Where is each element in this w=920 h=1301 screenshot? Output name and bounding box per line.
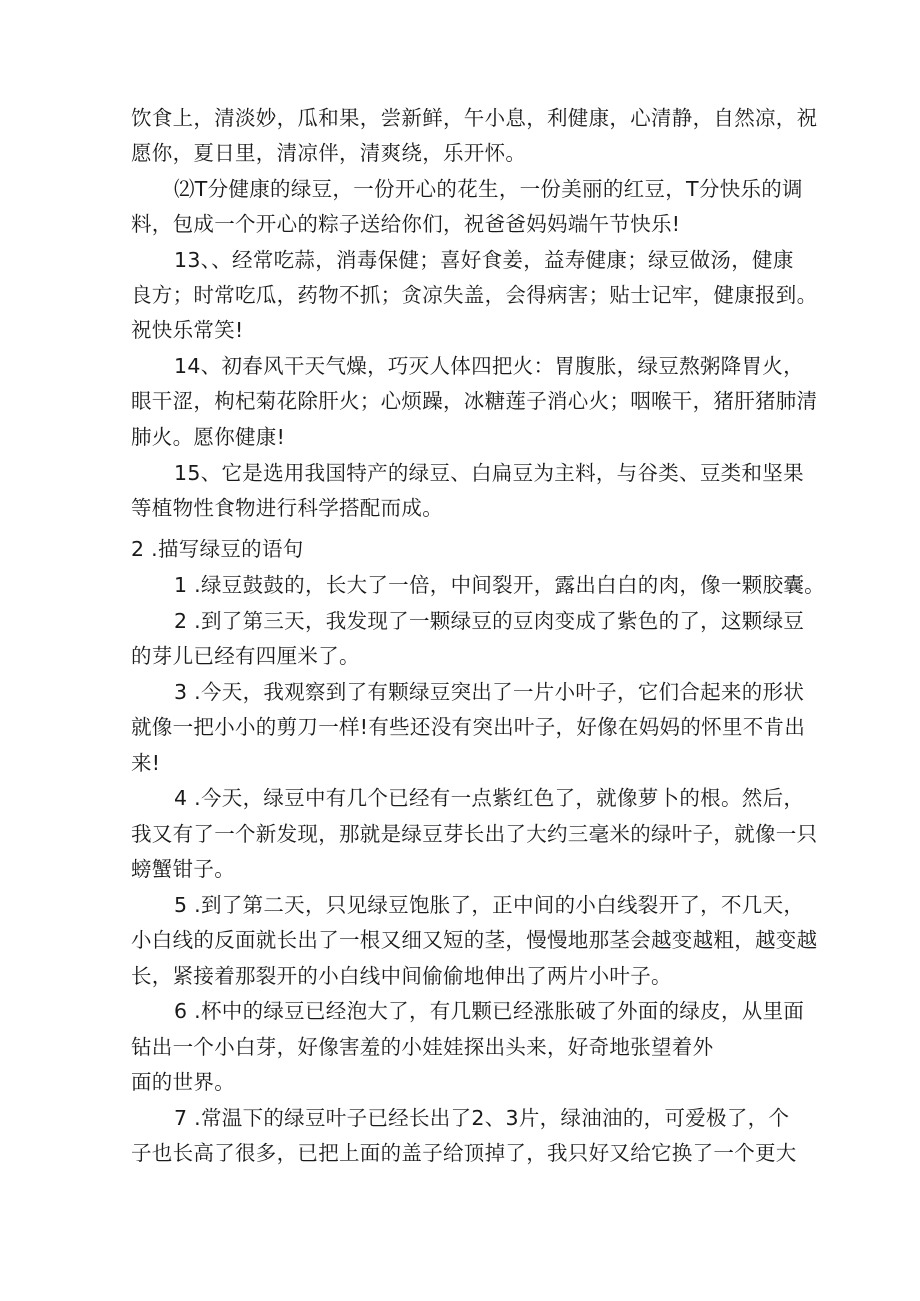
text-line: 螃蟹钳子。 (131, 857, 235, 881)
text-line: 肺火。愿你健康! (131, 425, 286, 449)
text-line: 7 .常温下的绿豆叶子已经长出了2、3片，绿油油的，可爱极了，个 (174, 1106, 790, 1130)
text-line: 愿你，夏日里，清凉伴，清爽绕，乐开怀。 (131, 141, 527, 165)
text-line: 等植物性食物进行科学搭配而成。 (131, 496, 443, 520)
text-line: 3 .今天，我观察到了有颗绿豆突出了一片小叶子，它们合起来的形状 (174, 680, 805, 704)
text-line: 2 .到了第三天，我发现了一颗绿豆的豆肉变成了紫色的了，这颗绿豆 (174, 609, 805, 633)
text-line: 我又有了一个新发现，那就是绿豆芽长出了大约三毫米的绿叶子，就像一只 (131, 822, 818, 846)
text-line: ⑵T分健康的绿豆，一份开心的花生，一份美丽的红豆，T分快乐的调 (174, 177, 803, 201)
text-line: 来! (131, 751, 161, 775)
text-line: 良方；时常吃瓜，药物不抓；贪凉失盖，会得病害；贴士记牢，健康报到。 (131, 283, 818, 307)
text-line: 祝快乐常笑! (131, 318, 244, 342)
text-line: 5 .到了第二天，只见绿豆饱胀了，正中间的小白线裂开了，不几天， (174, 893, 805, 917)
text-line: 的芽儿已经有四厘米了。 (131, 644, 360, 668)
text-line: 子也长高了很多，已把上面的盖子给顶掉了，我只好又给它换了一个更大 (131, 1141, 797, 1165)
text-line: 长，紧接着那裂开的小白线中间偷偷地伸出了两片小叶子。 (131, 964, 672, 988)
text-line: 6 .杯中的绿豆已经泡大了，有几颗已经涨胀破了外面的绿皮，从里面 (174, 999, 805, 1023)
text-line: 就像一把小小的剪刀一样!有些还没有突出叶子，好像在妈妈的怀里不肯出 (131, 715, 806, 739)
text-line: 14、初春风干天气燥，巧灭人体四把火：胃腹胀，绿豆熬粥降胃火， (174, 354, 804, 378)
text-line: 13、、经常吃蒜，消毒保健；喜好食姜，益寿健康；绿豆做汤，健康 (174, 248, 794, 272)
section-heading: 2 .描写绿豆的语句 (131, 537, 304, 561)
text-line: 1 .绿豆鼓鼓的，长大了一倍，中间裂开，露出白白的肉，像一颗胶囊。 (174, 573, 825, 597)
text-line: 小白线的反面就长出了一根又细又短的茎，慢慢地那茎会越变越粗，越变越 (131, 928, 818, 952)
text-line: 面的世界。 (131, 1070, 235, 1094)
text-line: 4 .今天，绿豆中有几个已经有一点紫红色了，就像萝卜的根。然后， (174, 786, 805, 810)
text-line: 15、它是选用我国特产的绿豆、白扁豆为主料，与谷类、豆类和坚果 (174, 461, 804, 485)
text-line: 眼干涩，枸杞菊花除肝火；心烦躁，冰糖莲子消心火；咽喉干，猪肝猪肺清 (131, 389, 818, 413)
text-line: 料，包成一个开心的粽子送给你们，祝爸爸妈妈端午节快乐! (131, 212, 681, 236)
text-line: 钻出一个小白芽，好像害羞的小娃娃探出头来，好奇地张望着外 (131, 1035, 714, 1059)
text-line: 饮食上，清淡妙，瓜和果，尝新鲜，午小息，利健康，心清静，自然凉，祝 (131, 106, 818, 130)
